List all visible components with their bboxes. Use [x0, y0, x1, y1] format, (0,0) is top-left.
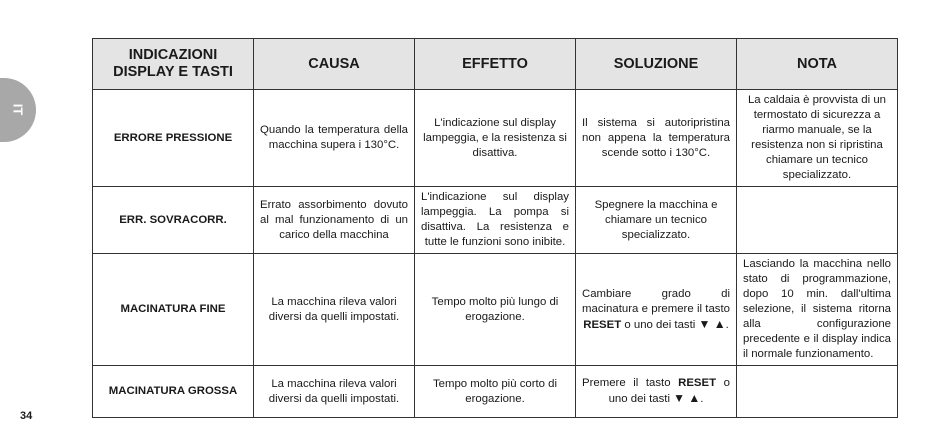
soluzione-text-end: .	[700, 393, 704, 405]
header-indicazioni: INDICAZIONI DISPLAY E TASTI	[93, 39, 254, 90]
row-effetto: L'indicazione sul display lampeggia. La pompa si disattiva. La resistenza e tutte le funzioni sono inibite.	[415, 187, 576, 254]
row-soluzione: Il sistema si autoripristina non appena la temperatura scende sotto i 130°C.	[576, 90, 737, 187]
table-row	[93, 187, 898, 254]
soluzione-text-mid: o uno dei tasti	[624, 318, 696, 331]
table-row	[93, 366, 898, 418]
row-causa: Quando la temperatura della macchina supera i 130°C.	[254, 90, 415, 187]
row-causa: Errato assorbimento dovuto al mal funzionamento di un carico della macchina	[254, 187, 415, 254]
header-causa: CAUSA	[254, 39, 415, 90]
language-tab	[0, 78, 36, 142]
row-effetto: Tempo molto più corto di erogazione.	[415, 366, 576, 418]
row-indicazione: MACINATURA FINE	[93, 254, 254, 366]
reset-key-label: RESET	[583, 318, 622, 331]
row-soluzione	[576, 254, 737, 366]
troubleshooting-table	[92, 38, 898, 418]
reset-key-label: RESET	[678, 377, 717, 389]
row-soluzione	[576, 366, 737, 418]
arrow-keys-icon: ▼ ▲	[673, 391, 701, 405]
arrow-keys-icon: ▼ ▲	[698, 316, 726, 331]
language-tab-label: IT	[10, 103, 26, 116]
row-nota: Lasciando la macchina nello stato di programmazione, dopo 10 min. dall'ultima selezione, il sistema ritorna alla configurazione precedente e il display indica il normale funzionamento.	[737, 254, 898, 366]
row-effetto: Tempo molto più lungo di erogazione.	[415, 254, 576, 366]
soluzione-text-mid: o uno dei tasti	[608, 377, 730, 405]
header-effetto: EFFETTO	[415, 39, 576, 90]
row-effetto: L'indicazione sul display lampeggia, e la resistenza si disattiva.	[415, 90, 576, 187]
table-header-row	[93, 39, 898, 90]
row-indicazione: MACINATURA GROSSA	[93, 366, 254, 418]
header-nota: NOTA	[737, 39, 898, 90]
row-causa: La macchina rileva valori diversi da quelli impostati.	[254, 254, 415, 366]
row-causa: La macchina rileva valori diversi da quelli impostati.	[254, 366, 415, 418]
soluzione-text-pre: Cambiare grado di macinatura e premere il tasto	[582, 287, 730, 315]
row-nota	[737, 187, 898, 254]
row-soluzione: Spegnere la macchina e chiamare un tecnico specializzato.	[576, 187, 737, 254]
header-soluzione: SOLUZIONE	[576, 39, 737, 90]
row-indicazione: ERRORE PRESSIONE	[93, 90, 254, 187]
soluzione-text-pre: Premere il tasto	[582, 377, 671, 389]
row-nota: La caldaia è provvista di un termostato di sicurezza a riarmo manuale, se la resistenza non si ripristina chiamare un tecnico specializzato.	[737, 90, 898, 187]
table-row	[93, 254, 898, 366]
page-number: 34	[20, 410, 33, 422]
table-row	[93, 90, 898, 187]
soluzione-text-end: .	[725, 318, 729, 331]
row-nota	[737, 366, 898, 418]
row-indicazione: ERR. SOVRACORR.	[93, 187, 254, 254]
